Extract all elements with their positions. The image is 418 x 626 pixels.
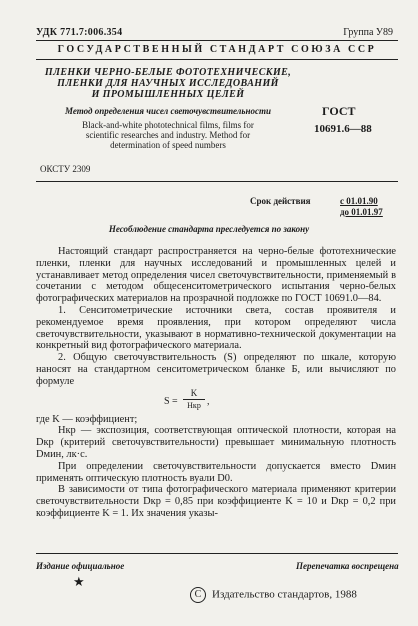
title-line: ПЛЕНКИ ЧЕРНО-БЕЛЫЕ ФОТОТЕХНИЧЕСКИЕ,: [44, 67, 292, 78]
english-title: [36, 120, 300, 150]
gost-label: ГОСТ: [322, 104, 356, 118]
title-line: И ПРОМЫШЛЕННЫХ ЦЕЛЕЙ: [91, 89, 245, 100]
body-text: [36, 246, 396, 520]
formula-comma: ,: [207, 395, 210, 407]
header-rule-bottom: [36, 59, 398, 60]
legal-notice: Несоблюдение стандарта преследуется по закону: [108, 224, 310, 234]
english-title-line: scientific researches and industry. Method for: [85, 130, 251, 140]
english-title-line: Black-and-white phototechnical films, films for: [82, 120, 254, 130]
official-edition: Издание официальное: [36, 561, 125, 571]
paragraph: где K — коэффициент;: [36, 413, 138, 425]
validity-label: Срок действия: [250, 196, 311, 206]
validity-dates: [340, 196, 383, 218]
document-title-block: [36, 67, 300, 150]
publisher-line: [190, 587, 357, 603]
paragraph: В зависимости от типа фотографического материала применяют критерии светочувствительности Dкр = 0,85 при коэффициенте K = 10 и Dкр = 0,2 при коэффициенте K = 1. Их значения указы-: [36, 484, 396, 519]
validity-from: с 01.01.90: [340, 196, 378, 206]
paragraph: 2. Общую светочувствительность (S) определяют по шкале, которую наносят на стандартном сенситометрическом бланке Б, или вычисляют по формуле: [36, 352, 396, 387]
paragraph: 1. Сенситометрические источники света, состав проявителя и рекомендуемое время проявления, при котором определяют числа светочувствительности, указывают в нормативно-технической документации на конкретный вид фотографического материала.: [36, 304, 396, 352]
validity-to: до 01.01.97: [340, 207, 383, 217]
reprint-notice: Перепечатка воспрещена: [296, 561, 399, 571]
header-rule-top: [36, 40, 398, 41]
paragraph: Hкр — экспозиция, соответствующая оптической плотности, которая на Dкр (критерий светочувствительности) превышает минимальную плотность Dмин, лк·с.: [36, 425, 396, 460]
formula-numerator: K: [183, 388, 205, 400]
publisher-name: Издательство стандартов, 1988: [212, 588, 357, 601]
star-icon: ★: [73, 574, 85, 589]
formula-fraction: [183, 388, 205, 411]
paragraph: Настоящий стандарт распространяется на черно-белые фототехнические пленки, пленки для научных исследований и промышленных целей и устанавливает метод определения чисел светочувствительности, применяемый в сочетании с методом общесенситометрического испытания черно-белых фотографических материалов на прозрачной подложке по ГОСТ 10691.0—84.: [36, 246, 396, 305]
paragraph: При определении светочувствительности допускается вместо Dмин применять оптическую плотность вуали D0.: [36, 460, 396, 484]
title-line: ПЛЕНКИ ДЛЯ НАУЧНЫХ ИССЛЕДОВАНИЙ: [57, 78, 279, 89]
udk-code: УДК 771.7:006.354: [36, 27, 123, 38]
gost-number: 10691.6—88: [314, 123, 372, 135]
formula-lhs: S =: [164, 395, 178, 407]
group-code: Группа У89: [343, 27, 393, 38]
standard-header: ГОСУДАРСТВЕННЫЙ СТАНДАРТ СОЮЗА ССР: [57, 44, 377, 55]
okstu-code: ОКСТУ 2309: [40, 164, 91, 174]
speed-formula: [36, 388, 396, 414]
formula-denominator: Hкр: [187, 400, 201, 410]
okstu-rule: [36, 181, 398, 182]
title-subtitle: Метод определения чисел светочувствительности: [65, 106, 271, 116]
footer-rule: [36, 553, 398, 554]
english-title-line: determination of speed numbers: [110, 140, 226, 150]
copyright-icon: C: [190, 587, 206, 603]
